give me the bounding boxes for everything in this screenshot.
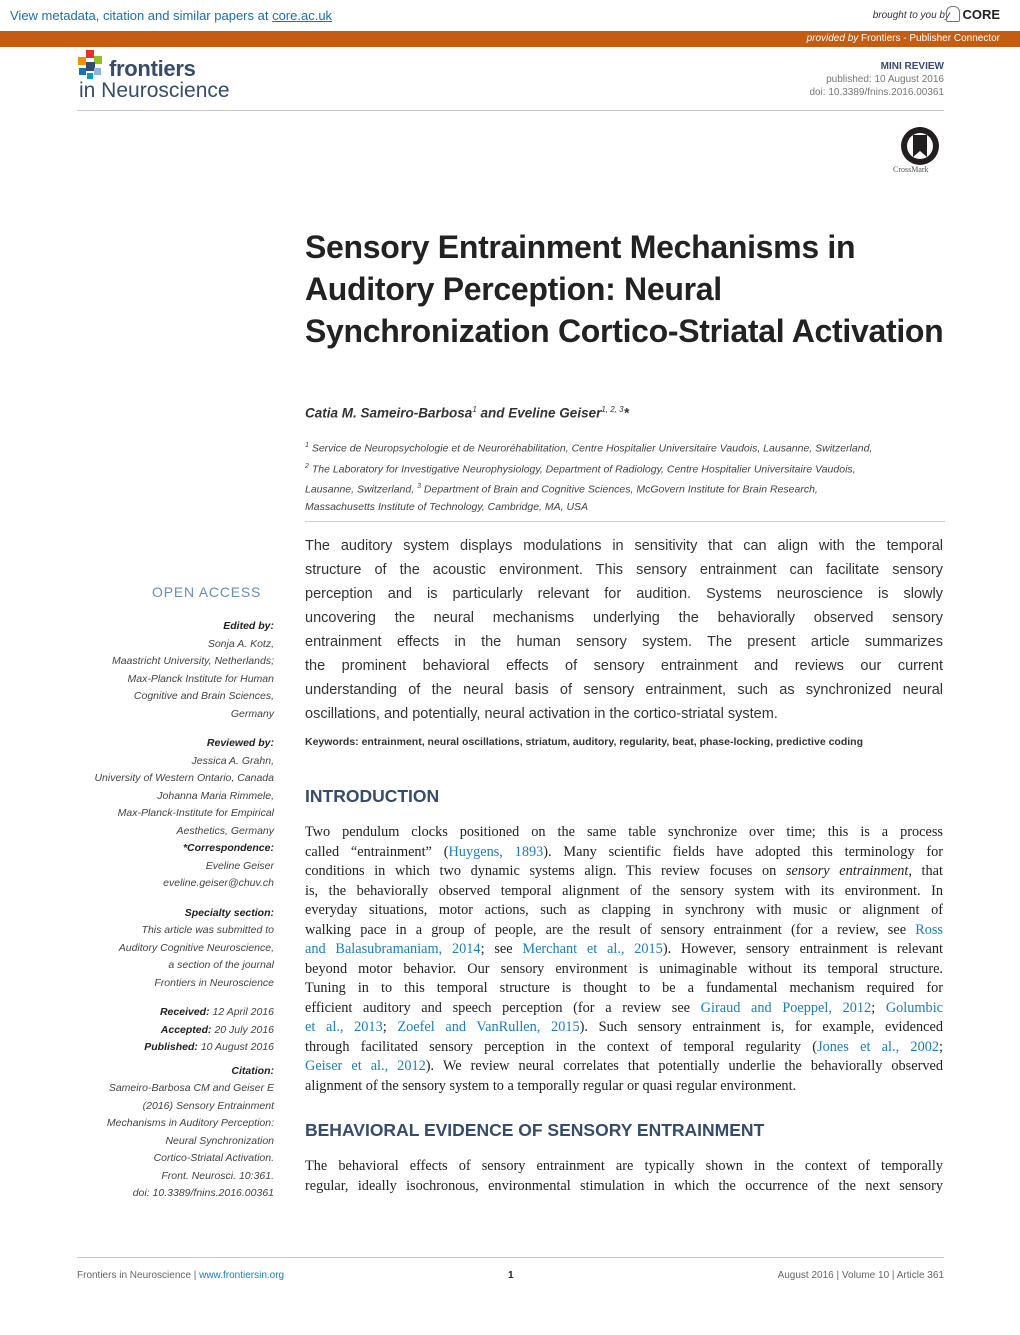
author-2-affil: 1, 2, 3 <box>601 405 624 414</box>
abstract <box>305 534 943 726</box>
page-number: 1 <box>508 1270 514 1281</box>
edited-by-label: Edited by: <box>223 620 274 632</box>
affil-number: 3 <box>417 483 421 490</box>
citation-text: Neural Synchronization <box>165 1134 274 1147</box>
text-run: ). We review neural correlates that potentially underlie the behaviorally observed <box>425 1058 943 1074</box>
citation-link[interactable]: Giraud and Poeppel, 2012 <box>700 999 872 1016</box>
behavioral-evidence-body <box>305 1157 943 1196</box>
article-doi[interactable]: doi: 10.3389/fnins.2016.00361 <box>809 87 944 98</box>
crossmark-icon[interactable] <box>898 126 942 170</box>
body-line <box>305 1038 943 1058</box>
core-metadata-link[interactable] <box>10 8 332 23</box>
text-run: walking pace in a group of people, are the result of sensory entrainment (for a review, see <box>305 921 916 938</box>
reviewer-name[interactable]: Johanna Maria Rimmele, <box>157 789 274 802</box>
behavioral-evidence-heading: BEHAVIORAL EVIDENCE OF SENSORY ENTRAINMENT <box>305 1120 765 1140</box>
specialty-text: a section of the journal <box>168 959 274 971</box>
specialty-text: Frontiers in Neuroscience <box>154 976 274 989</box>
received-value: 12 April 2016 <box>212 1006 274 1018</box>
text-run: ; see <box>480 941 523 957</box>
citation-link[interactable]: Jones et al., 2002 <box>817 1038 940 1055</box>
article-type: MINI REVIEW <box>880 61 944 72</box>
introduction-body <box>305 823 943 1096</box>
accepted-label: Accepted: <box>160 1023 212 1036</box>
author-1-affil: 1 <box>472 405 477 414</box>
introduction-heading: INTRODUCTION <box>305 786 440 806</box>
published-info <box>60 1039 274 1057</box>
core-logo-text: CORE <box>962 7 1000 22</box>
body-line <box>305 999 943 1019</box>
accepted-value: 20 July 2016 <box>214 1023 274 1036</box>
body-line: beyond motor behavior. Our sensory environment is unimaginable without its temporal structure. <box>305 960 943 977</box>
corresponding-star: * <box>623 405 629 421</box>
provider-bar <box>0 31 1020 47</box>
editor-affiliation: Maastricht University, Netherlands; <box>111 655 274 667</box>
body-line: Two pendulum clocks positioned on the same table synchronize over time; this is a process <box>305 824 943 840</box>
citation-text: (2016) Sensory Entrainment <box>142 1099 274 1112</box>
affiliation-divider <box>305 521 945 522</box>
footer-divider <box>77 1257 944 1258</box>
affiliation-line <box>305 437 945 458</box>
affiliation-3: Department of Brain and Cognitive Sciences, McGovern Institute for Brain Research, <box>423 483 818 496</box>
affiliation-3-cont: Massachusetts Institute of Technology, Cambridge, MA, USA <box>305 500 589 513</box>
correspondence-label: *Correspondence: <box>182 842 274 854</box>
text-run: called “entrainment” ( <box>305 843 449 860</box>
citation-link[interactable]: and Balasubramaniam, 2014 <box>305 941 481 957</box>
specialty-section-label: Specialty section: <box>184 906 274 919</box>
citation-link[interactable]: et al., 2013 <box>305 1019 383 1035</box>
affiliation-2: The Laboratory for Investigative Neurophysiology, Department of Radiology, Centre Hospitalier Universitaire Vaudois, <box>311 463 856 475</box>
article-info-sidebar <box>60 618 274 1203</box>
footer-journal-name: Frontiers in Neuroscience | <box>77 1270 200 1281</box>
journal-brand: frontiers <box>109 56 196 81</box>
footer-issue-info: August 2016 | Volume 10 | Article 361 <box>777 1270 944 1281</box>
body-line: Tuning in to this temporal structure is thought to be a fundamental mechanism required for <box>305 980 943 996</box>
author-conjunction: and <box>476 405 509 421</box>
text-run: conditions in which two dynamic systems align. This review focuses on <box>305 863 786 879</box>
reviewer-affiliation: Max-Planck-Institute for Empirical <box>117 807 274 819</box>
footer-website-link[interactable]: www.frontiersin.org <box>199 1270 285 1281</box>
text-run: ; <box>871 999 886 1016</box>
body-line: everyday situations, motor actions, such as clapping in synchrony with music or alignment of <box>305 902 943 918</box>
header-divider <box>77 110 944 111</box>
provider-text <box>807 33 1000 44</box>
text-run: ). However, sensory entrainment is relevant <box>662 941 943 957</box>
body-line <box>305 1018 943 1038</box>
affiliation-line <box>305 478 945 499</box>
text-run: through facilitated sensory perception in the context of temporal regularity ( <box>305 1038 818 1055</box>
abstract-line: The auditory system displays modulations in sensitivity that can align with the temporal <box>305 538 943 554</box>
body-line: is, the behaviorally observed temporal alignment of the sensory system with its environment. In <box>305 882 943 899</box>
open-access-label: OPEN ACCESS <box>152 584 262 600</box>
editor-name[interactable]: Sonja A. Kotz, <box>207 637 274 650</box>
abstract-line: entrainment effects in the human sensory system. The present article summarizes <box>305 634 943 650</box>
body-line <box>305 843 943 863</box>
footer-journal <box>77 1270 284 1281</box>
citation-text: Cortico-Striatal Activation. <box>153 1152 274 1164</box>
accepted-date <box>60 1022 274 1040</box>
affil-number: 1 <box>305 442 309 449</box>
citation-text: Front. Neurosci. 10:361. <box>161 1169 274 1182</box>
specialty-text: This article was submitted to <box>141 924 274 936</box>
core-link[interactable]: core.ac.uk <box>272 8 333 23</box>
published-value: 10 August 2016 <box>200 1041 274 1053</box>
affiliation-line <box>305 499 945 516</box>
provided-by-label: provided by <box>806 33 859 44</box>
correspondence-email[interactable]: eveline.geiser@chuv.ch <box>163 877 274 889</box>
body-line <box>305 1057 943 1077</box>
citation-doi[interactable]: doi: 10.3389/fnins.2016.00361 <box>132 1187 274 1199</box>
reviewed-by-label: Reviewed by: <box>206 737 274 749</box>
citation-text: Mechanisms in Auditory Perception: <box>106 1117 274 1129</box>
citation-link[interactable]: Geiser et al., 2012 <box>305 1058 426 1074</box>
abstract-line: uncovering the neural mechanisms underlying the behaviorally observed sensory <box>305 610 943 626</box>
abstract-line: understanding of the neural basis of sensory entrainment, such as synchronized neural <box>305 682 943 698</box>
body-line: The behavioral effects of sensory entrainment are typically shown in the context of temporally <box>305 1158 943 1174</box>
editor-affiliation: Germany <box>230 707 274 720</box>
body-line <box>305 940 943 960</box>
citation-text: Sameiro-Barbosa CM and Geiser E <box>108 1082 274 1094</box>
author-1[interactable]: Catia M. Sameiro-Barbosa <box>305 405 473 421</box>
affiliations <box>305 437 945 516</box>
citation-link[interactable]: Huygens, 1893 <box>448 843 544 860</box>
text-run: ; <box>939 1038 943 1055</box>
reviewer-affiliation: Aesthetics, Germany <box>176 824 274 837</box>
affiliation-1: Service de Neuropsychologie et de Neuroréhabilitation, Centre Hospitalier Universitaire Vaudois, Lausanne, Switzerland, <box>311 442 873 455</box>
affil-number: 2 <box>305 462 309 470</box>
author-2[interactable]: Eveline Geiser <box>508 405 602 421</box>
citation-link[interactable]: Merchant et al., 2015 <box>522 941 663 957</box>
abstract-line: oscillations, and potentially, neural activation in the cortico-striatal system. <box>305 706 778 722</box>
citation-link[interactable]: Ross <box>915 921 943 938</box>
published-date: published: 10 August 2016 <box>826 74 944 85</box>
provider-name: Frontiers - Publisher Connector <box>861 33 1000 44</box>
journal-name: in Neuroscience <box>79 79 230 102</box>
body-line: regular, ideally isochronous, environmental stimulation in which the occurrence of the next sensory <box>305 1177 943 1194</box>
text-run: ; <box>382 1019 398 1035</box>
body-line: alignment of the sensory system to a temporally regular or quasi regular environment. <box>305 1077 797 1094</box>
citation-link[interactable]: Golumbic <box>885 999 944 1016</box>
received-date <box>60 1004 274 1022</box>
citation-link[interactable]: Zoefel and VanRullen, 2015 <box>397 1019 580 1035</box>
frontiers-logo-icon <box>77 50 105 80</box>
emphasis: sensory entrainment <box>785 863 909 879</box>
author-list <box>305 405 629 421</box>
core-logo[interactable] <box>946 6 1000 22</box>
editor-affiliation: Max-Planck Institute for Human <box>127 672 274 685</box>
abstract-line: the prominent behavioral effects of sensory entrainment and reviews our current <box>305 658 943 674</box>
text-run: ). Such sensory entrainment is, for example, evidenced <box>579 1019 944 1035</box>
text-run: efficient auditory and speech perception (for a review see <box>305 999 701 1016</box>
received-label: Received: <box>159 1006 210 1018</box>
body-line <box>305 862 943 882</box>
abstract-line: structure of the acoustic environment. This sensory entrainment can facilitate sensory <box>305 562 943 578</box>
crossmark-label: CrossMark <box>893 165 929 174</box>
body-line <box>305 921 943 941</box>
brought-to-you-text: brought to you by <box>872 10 950 21</box>
text-run: , that <box>908 863 943 879</box>
abstract-line: perception and is particularly relevant for audition. Systems neuroscience is slowly <box>305 586 943 602</box>
affiliation-2-cont: Lausanne, Switzerland, <box>305 483 415 496</box>
core-logo-icon <box>946 6 960 22</box>
specialty-text: Auditory Cognitive Neuroscience, <box>118 941 274 954</box>
article-title: Sensory Entrainment Mechanisms in Auditory Perception: Neural Synchronization Cortico-Striatal Activation <box>305 229 944 349</box>
reviewer-name[interactable]: Jessica A. Grahn, <box>191 754 274 767</box>
published-label: Published: <box>144 1041 198 1053</box>
text-run: ). Many scientific fields have adopted this terminology for <box>543 843 944 860</box>
core-meta-prefix: View metadata, citation and similar papers at <box>10 8 273 23</box>
editor-affiliation: Cognitive and Brain Sciences, <box>133 690 274 702</box>
correspondence-name: Eveline Geiser <box>205 859 274 872</box>
citation-label: Citation: <box>231 1064 274 1077</box>
reviewer-affiliation: University of Western Ontario, Canada <box>94 772 274 784</box>
affiliation-line <box>305 458 945 479</box>
keywords: Keywords: entrainment, neural oscillations, striatum, auditory, regularity, beat, phase-locking, predictive coding <box>305 736 863 748</box>
